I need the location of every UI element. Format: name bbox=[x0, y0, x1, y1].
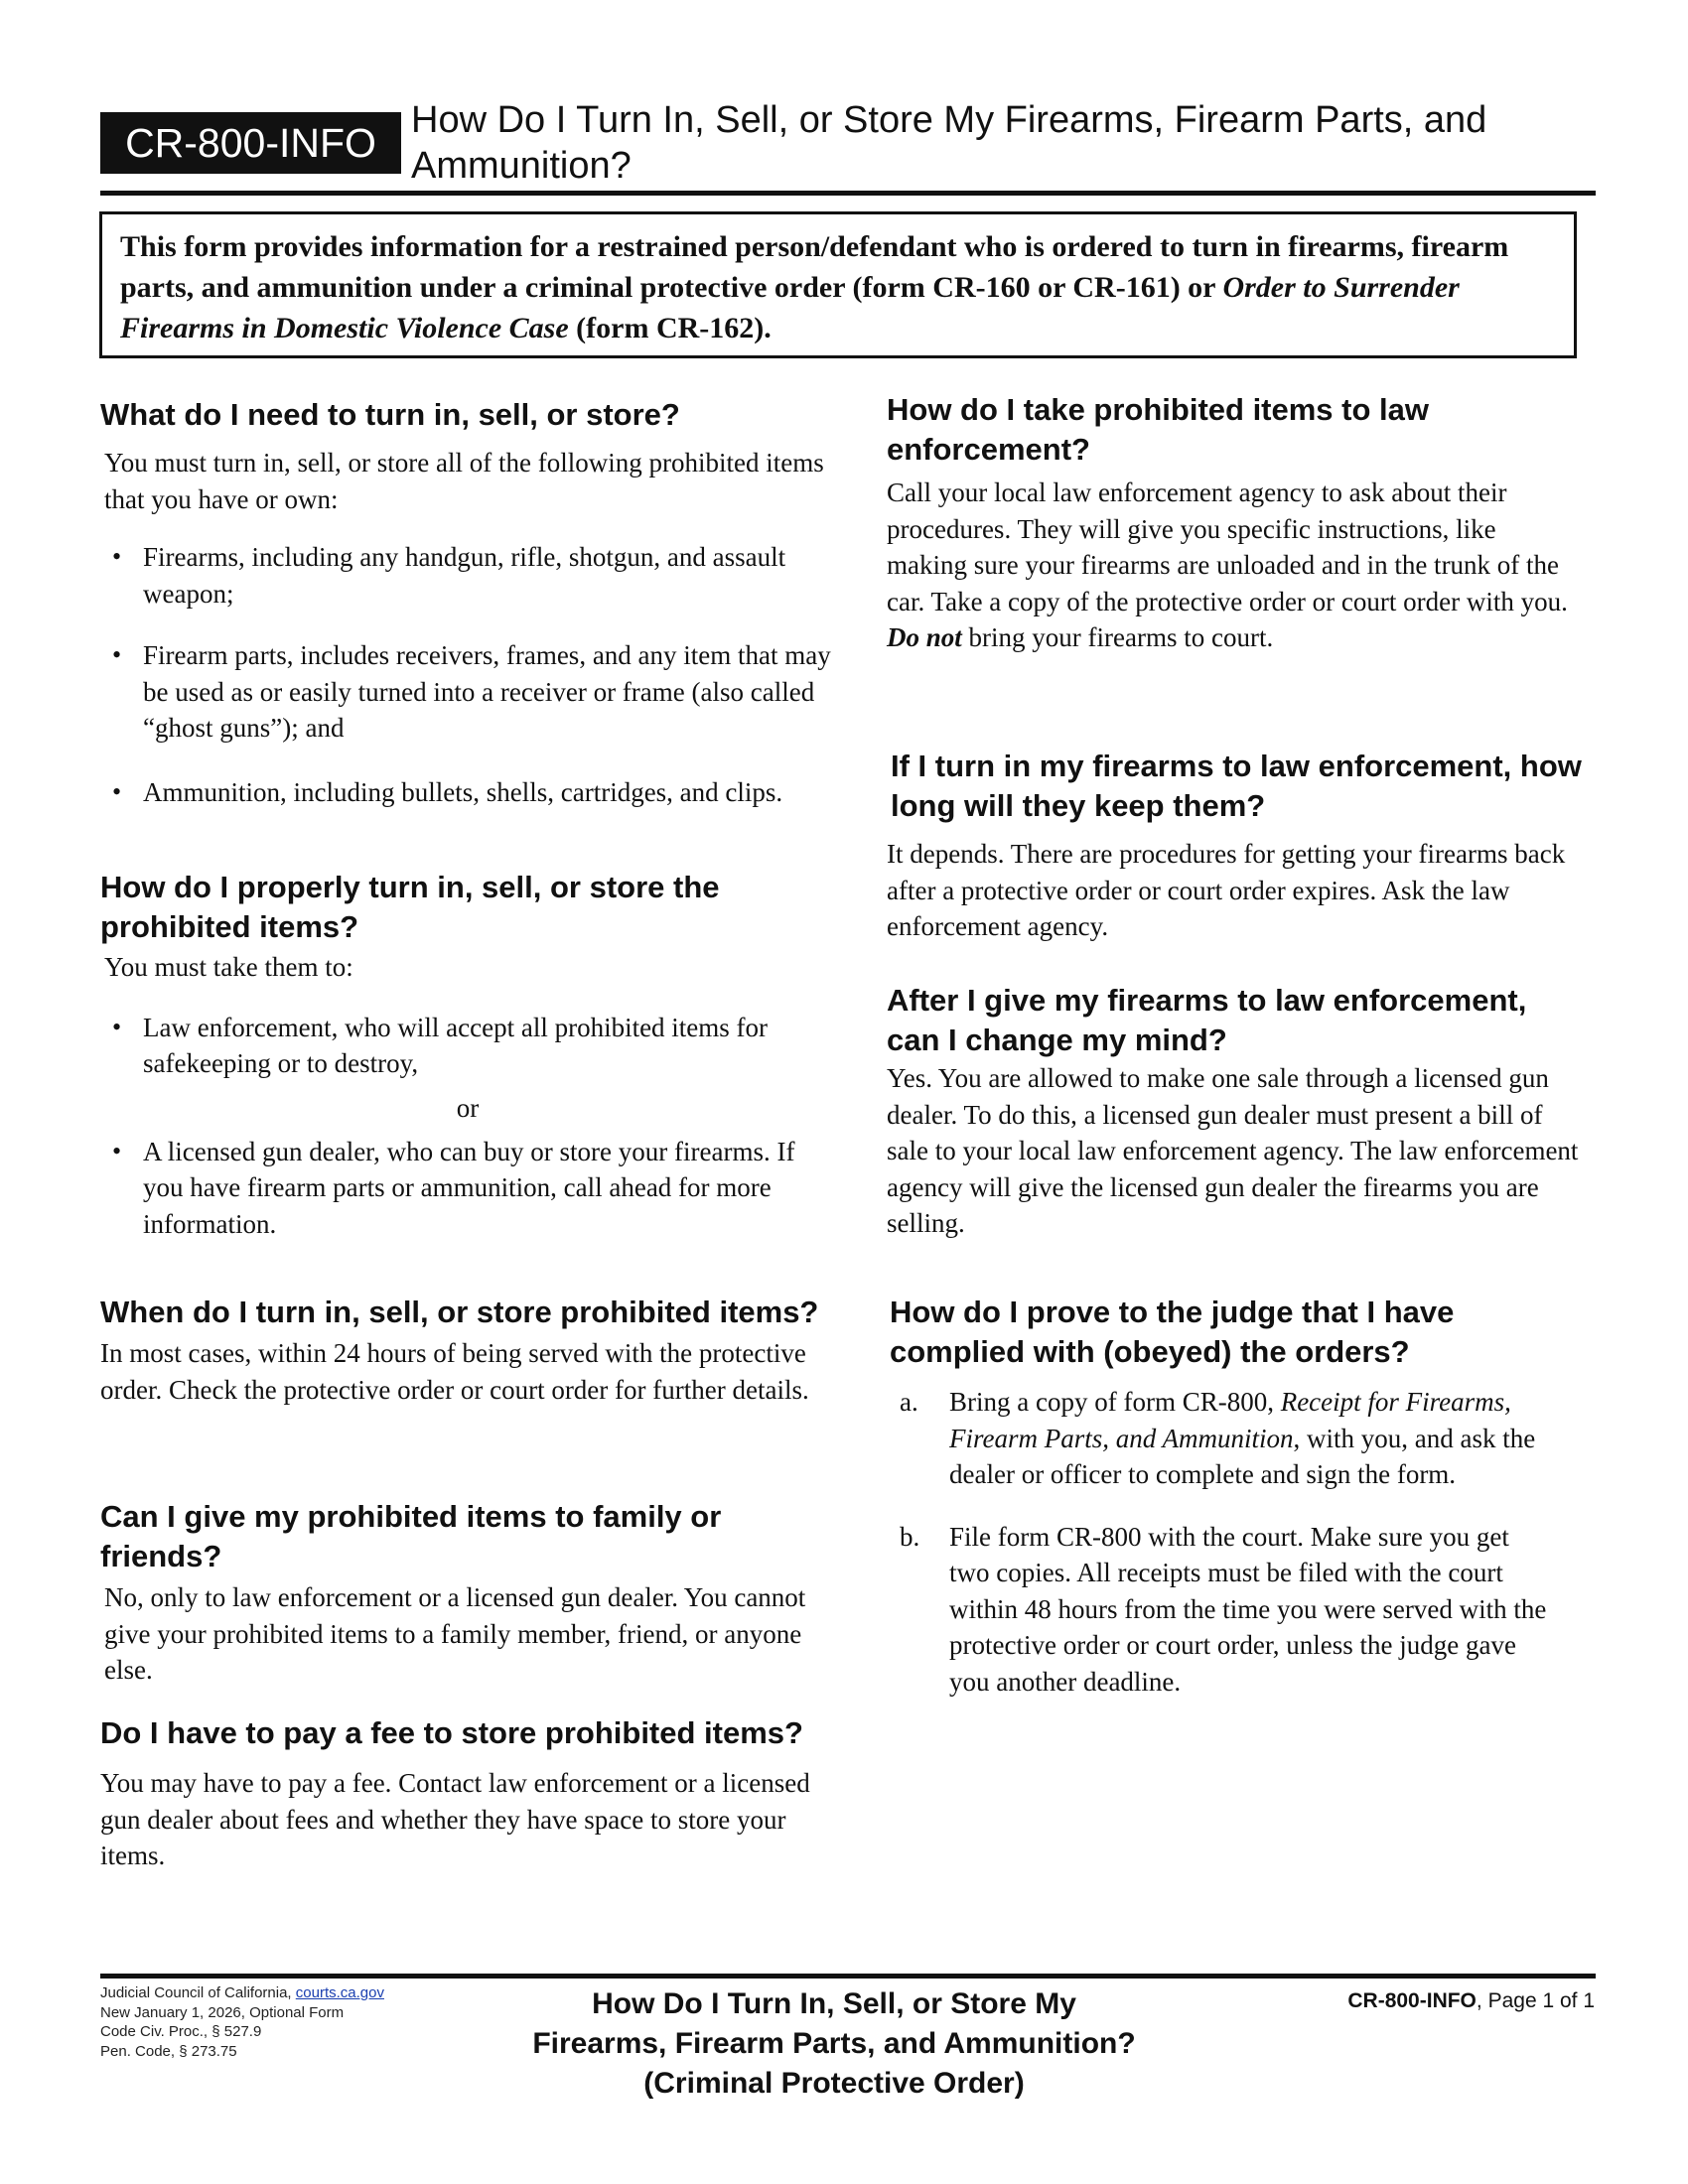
footer-divider bbox=[100, 1974, 1596, 1979]
left-section-fee bbox=[100, 1713, 835, 1874]
page-number: , Page 1 of 1 bbox=[1476, 1989, 1595, 2012]
left-section-family-friends bbox=[100, 1497, 835, 1689]
list-item: • Law enforcement, who will accept all prohibited items for safekeeping or to destroy, bbox=[100, 1010, 835, 1082]
footer-page-info bbox=[1231, 1988, 1595, 2014]
body-text: Call your local law enforcement agency to ask about their procedures. They will give you specific instructions, like making sure your firearms are unloaded and in the trunk of the car. Take a copy of the protective order or court order with you. bbox=[887, 478, 1568, 616]
section-heading: Can I give my prohibited items to family or friends? bbox=[100, 1499, 722, 1573]
footer-code-citation: Code Civ. Proc., § 527.9 bbox=[100, 2023, 262, 2040]
section-heading: What do I need to turn in, sell, or store? bbox=[100, 397, 680, 432]
prohibited-items-list bbox=[100, 539, 835, 810]
footer-title-line-3: (Criminal Protective Order) bbox=[643, 2067, 1025, 2100]
courts-website-link[interactable]: courts.ca.gov bbox=[295, 1984, 384, 2001]
section-body: Yes. You are allowed to make one sale through a licensed gun dealer. To do this, a licensed gun dealer must present a bill of sale to your local law enforcement agency. The law enforcement agency will give the licensed gun dealer the firearms you are selling. bbox=[887, 1063, 1579, 1238]
body-text: bring your firearms to court. bbox=[961, 622, 1274, 652]
list-item bbox=[900, 1519, 1555, 1701]
emphasis-do-not: Do not bbox=[887, 622, 962, 652]
destination-list bbox=[100, 1010, 835, 1082]
footer-title bbox=[437, 1984, 1231, 2104]
section-body: No, only to law enforcement or a licensed gun dealer. You cannot give your prohibited items to a family member, friend, or anyone else. bbox=[104, 1582, 806, 1685]
intro-text-1: This form provides information for a restrained person/defendant who is ordered to turn in firearms, firearm parts, and ammunition under a criminal protective order (form CR-160 or CR-161) or bbox=[120, 230, 1509, 304]
right-section-take-to-law-enforcement bbox=[887, 390, 1582, 656]
header-divider bbox=[100, 191, 1596, 196]
right-section-how-long bbox=[887, 747, 1586, 945]
footer-title-line-1: How Do I Turn In, Sell, or Store My bbox=[592, 1987, 1076, 2020]
section-body bbox=[887, 475, 1582, 656]
footer-form-number: CR-800-INFO bbox=[1347, 1989, 1477, 2012]
page-title-line-2: Ammunition? bbox=[411, 145, 632, 187]
section-heading: How do I properly turn in, sell, or store the prohibited items? bbox=[100, 870, 720, 944]
list-marker: a. bbox=[900, 1387, 918, 1417]
intro-text-2: (form CR-162). bbox=[568, 312, 772, 344]
destination-list-2 bbox=[100, 1134, 835, 1243]
section-heading: How do I take prohibited items to law enforcement? bbox=[887, 392, 1429, 467]
list-item bbox=[900, 1384, 1555, 1493]
list-item: • Firearm parts, includes receivers, frames, and any item that may be used as or easily turned into a receiver or frame (also called “ghost guns”); and bbox=[100, 637, 835, 747]
body-text: File form CR-800 with the court. Make sure you get two copies. All receipts must be filed with the court within 48 hours from the time you were served with the protective order or court order, unless the judge gave you another deadline. bbox=[949, 1521, 1547, 1697]
section-body: It depends. There are procedures for getting your firearms back after a protective order or court order expires. Ask the law enforcement agency. bbox=[887, 839, 1566, 941]
body-text: Bring a copy of form CR-800, bbox=[949, 1387, 1281, 1417]
list-item: • Firearms, including any handgun, rifle, shotgun, and assault weapon; bbox=[100, 539, 835, 612]
section-body: You must take them to: bbox=[104, 952, 353, 982]
section-body: You must turn in, sell, or store all of the following prohibited items that you have or own: bbox=[104, 448, 824, 514]
page-title bbox=[411, 97, 1603, 189]
footer-penal-citation: Pen. Code, § 273.75 bbox=[100, 2042, 237, 2060]
footer-title-line-2: Firearms, Firearm Parts, and Ammunition? bbox=[532, 2027, 1136, 2060]
list-marker: b. bbox=[900, 1521, 920, 1552]
list-item: • A licensed gun dealer, who can buy or store your firearms. If you have firearm parts or ammunition, call ahead for more information. bbox=[100, 1134, 835, 1243]
section-heading: If I turn in my firearms to law enforcement, how long will they keep them? bbox=[891, 749, 1582, 823]
footer-revision-date: New January 1, 2026, Optional Form bbox=[100, 2003, 345, 2021]
or-separator: or bbox=[456, 1092, 480, 1123]
form-title-receipt: Receipt for Firearms, Firearm Parts, and Ammunition bbox=[949, 1387, 1511, 1453]
section-heading: After I give my firearms to law enforcement, can I change my mind? bbox=[887, 983, 1527, 1057]
right-section-change-mind bbox=[887, 981, 1582, 1242]
left-section-what-to-turn-in bbox=[100, 395, 835, 810]
footer-council: Judicial Council of California, bbox=[100, 1984, 296, 2001]
footer-council-line bbox=[100, 1983, 438, 2003]
body-text: , with you, and ask the dealer or officer to complete and sign the form. bbox=[949, 1423, 1536, 1489]
right-section-prove-compliance bbox=[890, 1293, 1585, 1700]
intro-notice-box bbox=[99, 211, 1577, 358]
compliance-steps bbox=[900, 1384, 1555, 1700]
section-body: In most cases, within 24 hours of being served with the protective order. Check the protective order or court order for further details. bbox=[100, 1338, 809, 1405]
left-section-when-to-turn-in bbox=[100, 1293, 835, 1408]
form-number-badge: CR-800-INFO bbox=[100, 112, 401, 174]
section-heading: How do I prove to the judge that I have complied with (obeyed) the orders? bbox=[890, 1295, 1455, 1369]
section-body: You may have to pay a fee. Contact law enforcement or a licensed gun dealer about fees and whether they have space to store your items. bbox=[100, 1768, 810, 1870]
list-item: • Ammunition, including bullets, shells, cartridges, and clips. bbox=[100, 774, 835, 811]
section-heading: Do I have to pay a fee to store prohibited items? bbox=[100, 1715, 803, 1750]
page-title-line-1: How Do I Turn In, Sell, or Store My Firearms, Firearm Parts, and bbox=[411, 99, 1487, 141]
footer-citations bbox=[100, 1983, 438, 2061]
intro-italic-form-title: Order to Surrender Firearms in Domestic Violence Case bbox=[120, 271, 1460, 344]
left-section-how-to-turn-in bbox=[100, 868, 835, 1242]
section-heading: When do I turn in, sell, or store prohibited items? bbox=[100, 1295, 819, 1329]
